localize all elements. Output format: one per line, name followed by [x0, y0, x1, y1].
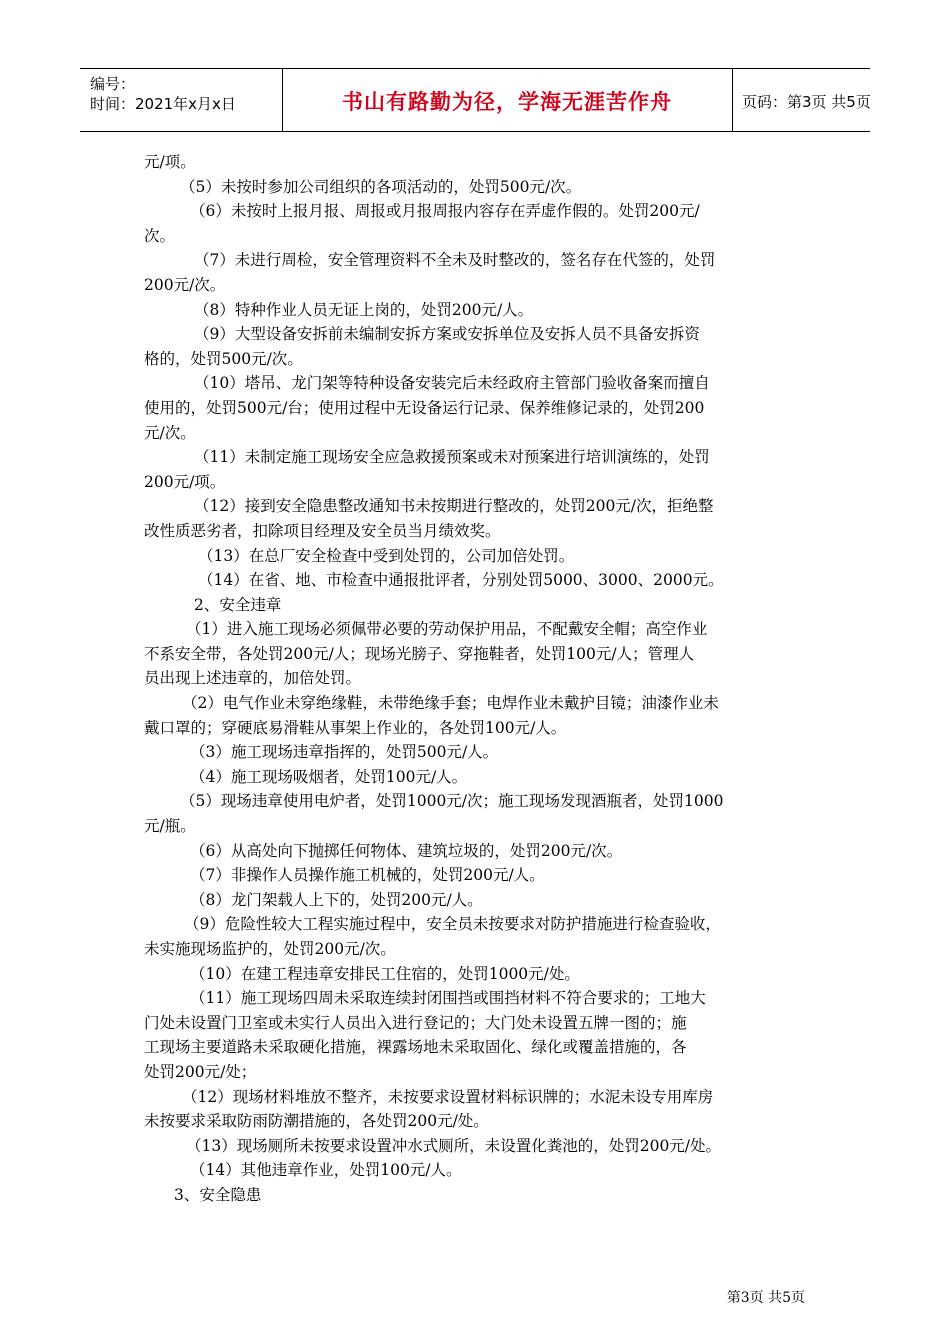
text-line: 处罚200元/处；: [144, 1062, 257, 1081]
header-page-cell: [732, 69, 870, 131]
text-line: 元/瓶。: [144, 817, 196, 836]
text-line: （12）现场材料堆放不整齐，未按要求设置材料标识牌的；水泥未设专用库房: [182, 1087, 714, 1106]
text-line: （4）施工现场吸烟者，处罚100元/人。: [190, 767, 468, 786]
header-motto-cell: [282, 69, 733, 131]
document-date: 时间：2021年x月x日: [90, 95, 236, 113]
text-line: 格的，处罚500元/次。: [144, 349, 303, 368]
text-line: （14）其他违章作业，处罚100元/人。: [190, 1161, 462, 1180]
text-line: 200元/次。: [144, 275, 226, 294]
text-line: 元/项。: [144, 153, 196, 171]
text-line: （8）龙门架载人上下的，处罚200元/人。: [190, 890, 483, 909]
text-line: 200元/项。: [144, 472, 226, 491]
text-line: 2、安全违章: [194, 595, 282, 614]
document-number-label: 编号：: [90, 75, 136, 93]
text-line: 未实施现场监护的，处罚200元/次。: [144, 940, 396, 958]
text-line: 改性质恶劣者，扣除项目经理及安全员当月绩效奖。: [144, 521, 501, 540]
text-line: （1）进入施工现场必须佩带必要的劳动保护用品，不配戴安全帽；高空作业: [186, 620, 708, 639]
text-line: （9）大型设备安拆前未编制安拆方案或安拆单位及安拆人员不具备安拆资: [194, 325, 700, 344]
text-line: （9）危险性较大工程实施过程中，安全员未按要求对防护措施进行检查验收，: [184, 915, 721, 934]
text-line: （2）电气作业未穿绝缘鞋，未带绝缘手套；电焊作业未戴护目镜；油漆作业未: [182, 694, 719, 713]
text-line: （7）非操作人员操作施工机械的，处罚200元/人。: [190, 866, 545, 885]
header-motto: 书山有路勤为径，学海无涯苦作舟: [342, 90, 672, 114]
text-line: （12）接到安全隐患整改通知书未按期进行整改的，处罚200元/次，拒绝整: [194, 497, 714, 516]
text-line: （10）在建工程违章安排民工住宿的，处罚1000元/处。: [190, 964, 580, 983]
text-line: （5）现场违章使用电炉者，处罚1000元/次；施工现场发现酒瓶者，处罚1000: [180, 792, 724, 811]
page-footer: 第3页 共5页: [726, 1290, 805, 1306]
text-line: 门处未设置门卫室或未实行人员出入进行登记的；大门处未设置五牌一图的；施: [144, 1013, 687, 1032]
header-meta-cell: [80, 69, 283, 131]
text-line: （11）施工现场四周未采取连续封闭围挡或围挡材料不符合要求的；工地大: [190, 989, 706, 1008]
text-line: 元/次。: [144, 423, 196, 442]
text-line: （10）塔吊、龙门架等特种设备安装完后未经政府主管部门验收备案而擅自: [194, 374, 710, 393]
text-line: （11）未制定施工现场安全应急救援预案或未对预案进行培训演练的，处罚: [194, 448, 710, 467]
text-line: （14）在省、地、市检查中通报批评者，分别处罚5000、3000、2000元。: [198, 571, 724, 590]
text-line: （6）未按时上报月报、周报或月报周报内容存在弄虚作假的。处罚200元/: [190, 202, 700, 221]
text-line: 不系安全带，各处罚200元/人；现场光膀子、穿拖鞋者，处罚100元/人；管理人: [144, 644, 695, 663]
text-line: 3、安全隐患: [174, 1185, 262, 1204]
text-line: （5）未按时参加公司组织的各项活动的，处罚500元/次。: [180, 177, 582, 196]
text-line: 次。: [144, 226, 176, 245]
text-line: 使用的，处罚500元/台；使用过程中无设备运行记录、保养维修记录的，处罚200: [144, 398, 705, 417]
document-body: [144, 150, 809, 1208]
text-line: （7）未进行周检，安全管理资料不全未及时整改的，签名存在代签的，处罚: [194, 251, 716, 270]
text-line: 工现场主要道路未采取硬化措施，裸露场地未采取固化、绿化或覆盖措施的，各: [144, 1038, 687, 1057]
text-line: 戴口罩的；穿硬底易滑鞋从事架上作业的，各处罚100元/人。: [144, 718, 567, 737]
header-page-code: 页码：第3页 共5页: [742, 93, 871, 111]
text-line: （3）施工现场违章指挥的，处罚500元/人。: [190, 743, 499, 762]
text-line: （13）在总厂安全检查中受到处罚的，公司加倍处罚。: [198, 546, 575, 565]
text-line: 员出现上述违章的，加倍处罚。: [144, 669, 362, 688]
text-line: 未按要求采取防雨防潮措施的，各处罚200元/处。: [144, 1112, 489, 1131]
text-line: （13）现场厕所未按要求设置冲水式厕所，未设置化粪池的，处罚200元/处。: [186, 1136, 722, 1155]
text-line: （6）从高处向下抛掷任何物体、建筑垃圾的，处罚200元/次。: [190, 841, 623, 860]
page-header: [80, 68, 870, 132]
text-line: （8）特种作业人员无证上岗的，处罚200元/人。: [194, 300, 534, 319]
